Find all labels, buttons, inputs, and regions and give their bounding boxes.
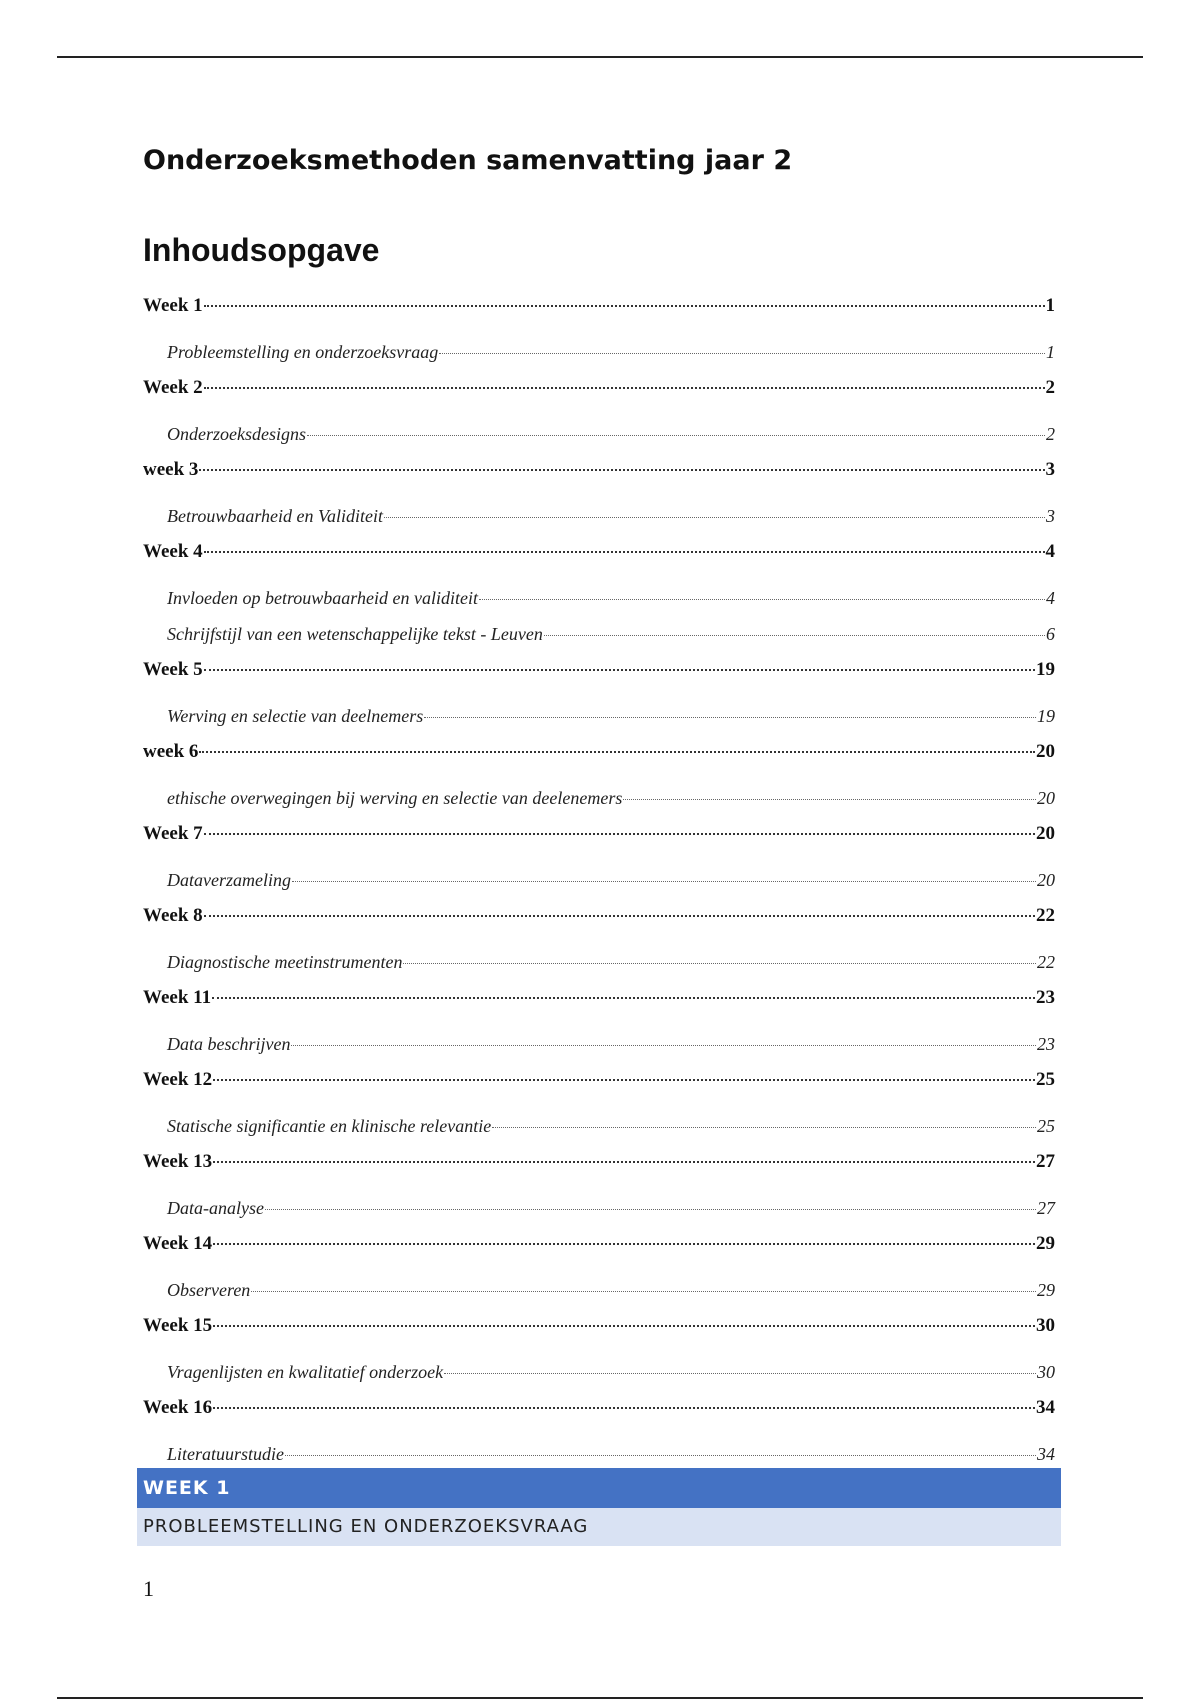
toc-entry-week[interactable] xyxy=(143,376,1055,422)
toc-dot-leader xyxy=(213,1243,1035,1245)
toc-dot-leader xyxy=(204,551,1045,553)
toc-entry-title: Statische significantie en klinische relevantie xyxy=(167,1116,492,1136)
toc-entry-page: 2 xyxy=(1046,424,1055,444)
toc-dot-leader xyxy=(479,599,1045,600)
toc-entry-title: Week 7 xyxy=(143,823,203,844)
toc-entry-title: Week 11 xyxy=(143,987,212,1008)
toc-entry-page: 27 xyxy=(1036,1151,1055,1172)
toc-entry-page: 20 xyxy=(1036,741,1055,762)
toc-entry-title: Week 8 xyxy=(143,905,203,926)
toc-entry-title: ethische overwegingen bij werving en selectie van deelenemers xyxy=(167,788,623,808)
toc-entry-title: Schrijfstijl van een wetenschappelijke tekst - Leuven xyxy=(167,624,543,644)
toc-entry-title: Week 1 xyxy=(143,295,203,316)
toc-entry-title: Week 5 xyxy=(143,659,203,680)
toc-entry-page: 34 xyxy=(1037,1444,1055,1464)
toc-dot-leader xyxy=(623,799,1036,800)
toc-entry-topic[interactable] xyxy=(143,586,1055,622)
toc-entry-page: 22 xyxy=(1037,952,1055,972)
toc-dot-leader xyxy=(204,305,1045,307)
toc-dot-leader xyxy=(492,1127,1036,1128)
toc-entry-topic[interactable] xyxy=(143,1032,1055,1068)
toc-entry-title: Diagnostische meetinstrumenten xyxy=(167,952,403,972)
toc-entry-week[interactable] xyxy=(143,1232,1055,1278)
toc-entry-title: Week 13 xyxy=(143,1151,213,1172)
toc-dot-leader xyxy=(213,1407,1035,1409)
toc-dot-leader xyxy=(213,1079,1035,1081)
toc-entry-page: 27 xyxy=(1037,1198,1055,1218)
toc-dot-leader xyxy=(199,751,1035,753)
toc-dot-leader xyxy=(307,435,1045,436)
toc-dot-leader xyxy=(384,517,1045,518)
toc-entry-page: 30 xyxy=(1037,1362,1055,1382)
toc-entry-topic[interactable] xyxy=(143,950,1055,986)
toc-dot-leader xyxy=(199,469,1044,471)
toc-entry-page: 4 xyxy=(1046,588,1055,608)
toc-dot-leader xyxy=(204,669,1035,671)
toc-entry-title: Onderzoeksdesigns xyxy=(167,424,306,444)
toc-entry-title: Week 15 xyxy=(143,1315,213,1336)
toc-entry-topic[interactable] xyxy=(143,1278,1055,1314)
toc-dot-leader xyxy=(251,1291,1036,1292)
toc-entry-page: 22 xyxy=(1036,905,1055,926)
toc-entry-title: Dataverzameling xyxy=(167,870,291,890)
bottom-rule xyxy=(57,1697,1143,1699)
toc-entry-title: Probleemstelling en onderzoeksvraag xyxy=(167,342,439,362)
toc-entry-title: Literatuurstudie xyxy=(167,1444,285,1464)
toc-entry-week[interactable] xyxy=(143,1150,1055,1196)
toc-entry-topic[interactable] xyxy=(143,704,1055,740)
toc-entry-week[interactable] xyxy=(143,458,1055,504)
toc-entry-page: 19 xyxy=(1036,659,1055,680)
toc-dot-leader xyxy=(544,635,1045,636)
toc-dot-leader xyxy=(212,997,1035,999)
toc-entry-topic[interactable] xyxy=(143,1114,1055,1150)
toc-entry-title: Vragenlijsten en kwalitatief onderzoek xyxy=(167,1362,444,1382)
toc-entry-topic[interactable] xyxy=(143,422,1055,458)
table-of-contents xyxy=(143,294,1055,1478)
toc-entry-page: 29 xyxy=(1037,1280,1055,1300)
toc-entry-page: 2 xyxy=(1045,377,1055,398)
toc-dot-leader xyxy=(285,1455,1036,1456)
toc-entry-topic[interactable] xyxy=(143,504,1055,540)
toc-dot-leader xyxy=(204,915,1035,917)
toc-entry-title: Invloeden op betrouwbaarheid en validiteit xyxy=(167,588,478,608)
toc-dot-leader xyxy=(291,1045,1036,1046)
toc-entry-title: Observeren xyxy=(167,1280,251,1300)
toc-entry-page: 25 xyxy=(1037,1116,1055,1136)
toc-entry-week[interactable] xyxy=(143,822,1055,868)
subsection-heading: PROBLEEMSTELLING EN ONDERZOEKSVRAAG xyxy=(137,1508,1061,1546)
toc-entry-title: Data beschrijven xyxy=(167,1034,291,1054)
toc-entry-page: 23 xyxy=(1037,1034,1055,1054)
toc-entry-page: 29 xyxy=(1036,1233,1055,1254)
toc-entry-page: 25 xyxy=(1036,1069,1055,1090)
toc-entry-topic[interactable] xyxy=(143,786,1055,822)
toc-entry-page: 1 xyxy=(1046,342,1055,362)
toc-dot-leader xyxy=(444,1373,1036,1374)
toc-entry-topic[interactable] xyxy=(143,868,1055,904)
toc-entry-title: Werving en selectie van deelnemers xyxy=(167,706,424,726)
toc-dot-leader xyxy=(439,353,1045,354)
toc-entry-topic[interactable] xyxy=(143,1360,1055,1396)
toc-dot-leader xyxy=(213,1161,1035,1163)
toc-entry-week[interactable] xyxy=(143,986,1055,1032)
toc-entry-title: Week 14 xyxy=(143,1233,213,1254)
toc-entry-title: Betrouwbaarheid en Validiteit xyxy=(167,506,383,526)
toc-entry-week[interactable] xyxy=(143,1396,1055,1442)
toc-entry-title: week 6 xyxy=(143,741,199,762)
toc-entry-week[interactable] xyxy=(143,904,1055,950)
section-heading-week-1: WEEK 1 xyxy=(137,1468,1061,1508)
top-rule xyxy=(57,56,1143,58)
toc-entry-page: 20 xyxy=(1036,823,1055,844)
toc-entry-week[interactable] xyxy=(143,1068,1055,1114)
toc-entry-week[interactable] xyxy=(143,294,1055,340)
toc-dot-leader xyxy=(292,881,1036,882)
toc-heading: Inhoudsopgave xyxy=(143,232,380,268)
toc-dot-leader xyxy=(403,963,1036,964)
toc-entry-page: 30 xyxy=(1036,1315,1055,1336)
toc-dot-leader xyxy=(213,1325,1035,1327)
toc-dot-leader xyxy=(265,1209,1036,1210)
toc-entry-page: 23 xyxy=(1036,987,1055,1008)
toc-entry-title: week 3 xyxy=(143,459,199,480)
toc-entry-topic[interactable] xyxy=(143,622,1055,658)
toc-entry-title: Week 2 xyxy=(143,377,203,398)
toc-entry-week[interactable] xyxy=(143,1314,1055,1360)
toc-entry-page: 4 xyxy=(1045,541,1055,562)
toc-entry-title: Week 16 xyxy=(143,1397,213,1418)
document-title: Onderzoeksmethoden samenvatting jaar 2 xyxy=(143,145,793,176)
toc-entry-week[interactable] xyxy=(143,658,1055,704)
toc-entry-page: 34 xyxy=(1036,1397,1055,1418)
toc-entry-page: 6 xyxy=(1046,624,1055,644)
toc-entry-week[interactable] xyxy=(143,540,1055,586)
toc-entry-topic[interactable] xyxy=(143,340,1055,376)
toc-entry-title: Week 12 xyxy=(143,1069,213,1090)
toc-entry-title: Data-analyse xyxy=(167,1198,264,1218)
toc-entry-page: 1 xyxy=(1045,295,1055,316)
toc-dot-leader xyxy=(204,387,1045,389)
toc-entry-topic[interactable] xyxy=(143,1196,1055,1232)
toc-entry-page: 3 xyxy=(1046,506,1055,526)
toc-entry-title: Week 4 xyxy=(143,541,203,562)
toc-dot-leader xyxy=(204,833,1035,835)
toc-entry-page: 19 xyxy=(1037,706,1055,726)
toc-entry-page: 20 xyxy=(1037,870,1055,890)
toc-entry-page: 20 xyxy=(1037,788,1055,808)
toc-entry-page: 3 xyxy=(1045,459,1055,480)
page-number: 1 xyxy=(143,1576,154,1601)
toc-dot-leader xyxy=(424,717,1036,718)
toc-entry-week[interactable] xyxy=(143,740,1055,786)
